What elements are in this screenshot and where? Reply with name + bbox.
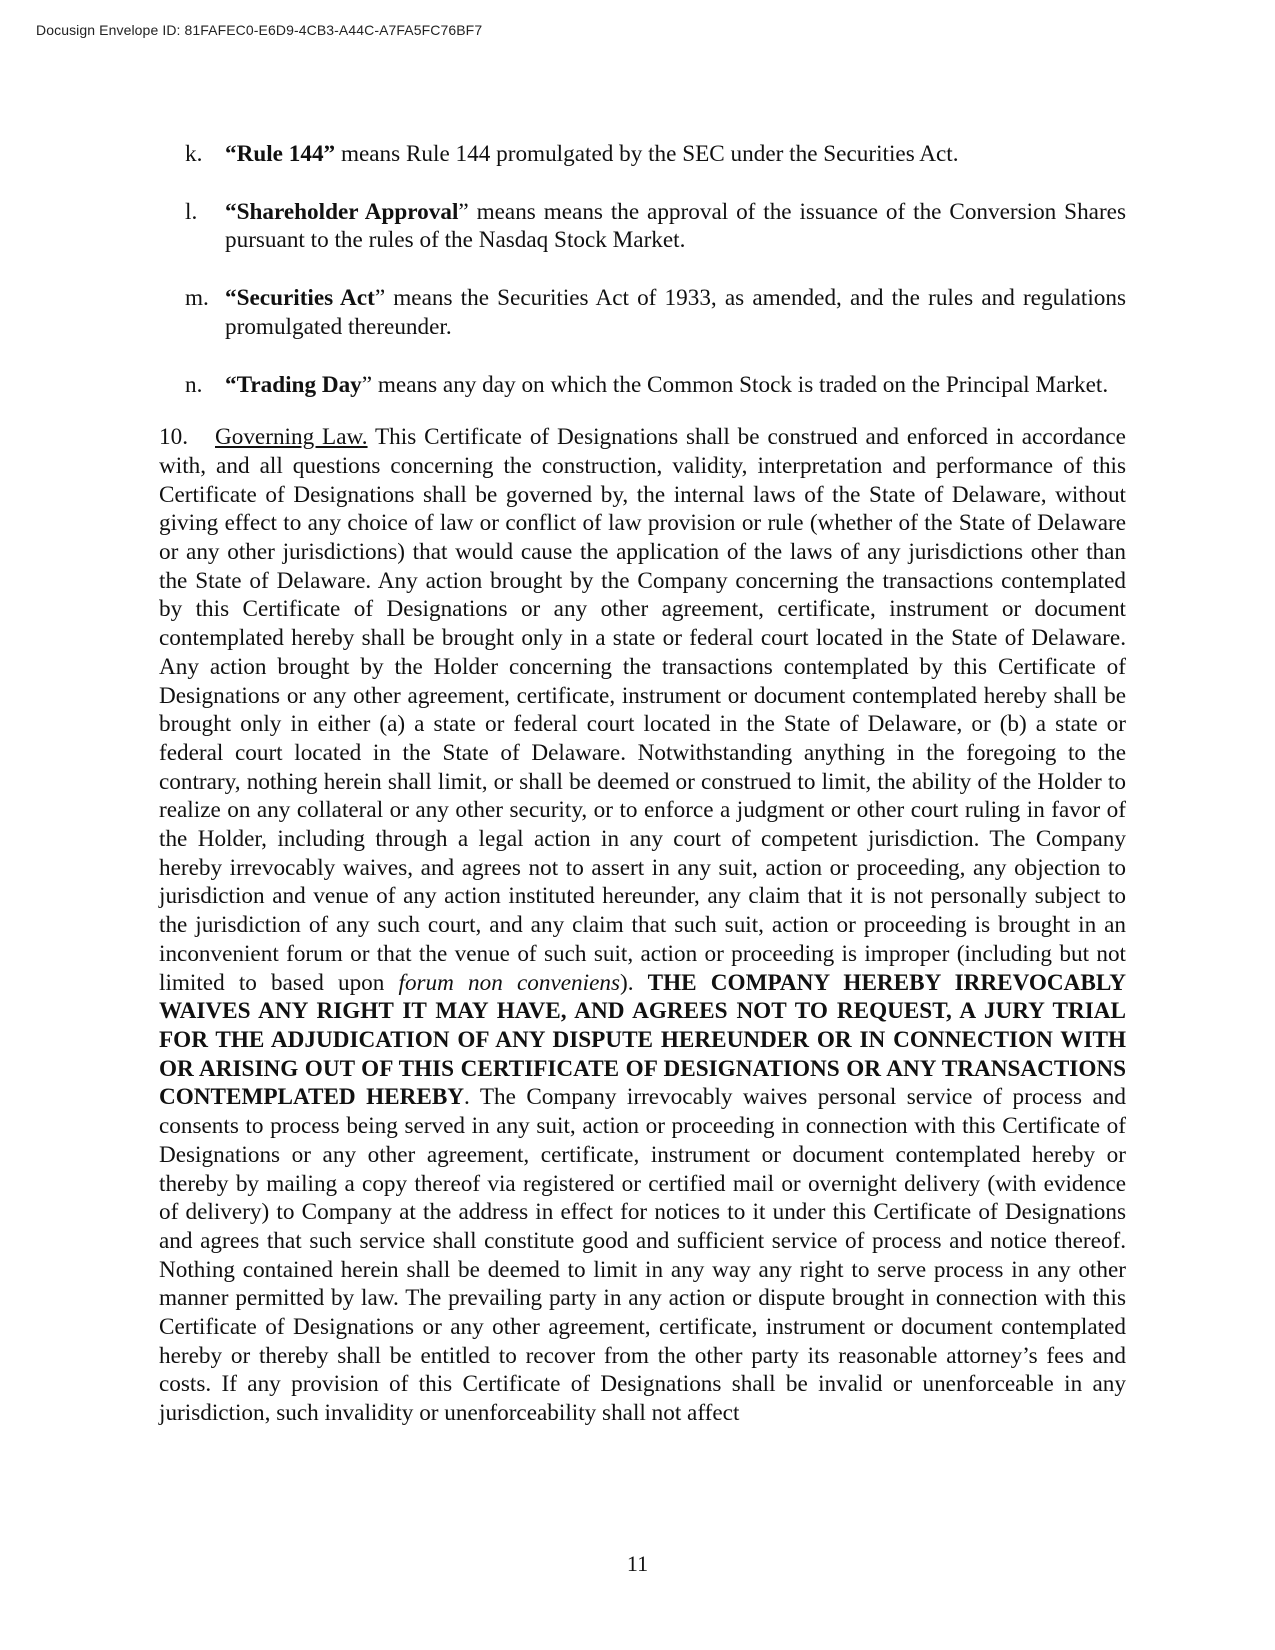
page-number: 11 — [626, 1551, 649, 1576]
definition-shareholder-approval — [159, 198, 1126, 255]
definition-text: ” means means the approval of the issuance of the Conversion Shares pursuant to the rules of the Nasdaq Stock Market. — [225, 198, 1126, 254]
section-text: This Certificate of Designations shall be construed and enforced in accordance with, and all questions concerning the construction, validity, interpretation and performance of this Certificate of Designations shall be governed by, the internal laws of the State of Delaware, without giving effect to any choice of law or conflict of law provision or rule (whether of the State of Delaware or any other jurisdictions) that would cause the application of the laws of any jurisdictions other than the State of Delaware. Any action brought by the Company concerning the transactions contemplated by this Certificate of Designations or any other agreement, certificate, instrument or document contemplated hereby shall be brought only in a state or federal court located in the State of Delaware. Any action brought by the Holder concerning the transactions contemplated by this Certificate of Designations or any other agreement, certificate, instrument or document contemplated hereby shall be brought only in either (a) a state or federal court located in the State of Delaware, or (b) a state or federal court located in the State of Delaware. Notwithstanding anything in the foregoing to the contrary, nothing herein shall limit, or shall be deemed or construed to limit, the ability of the Holder to realize on any collateral or any other security, or to enforce a judgment or other court ruling in favor of the Holder, including through a legal action in any court of competent jurisdiction. The Company hereby irrevocably waives, and agrees not to assert in any suit, action or proceeding, any objection to jurisdiction and venue of any action instituted hereunder, any claim that it is not personally subject to the jurisdiction of any such court, and any claim that such suit, action or proceeding is brought in an inconvenient forum or that the venue of such suit, action or proceeding is improper (including but not limited to based upon — [159, 424, 1126, 996]
section-number: 10. — [159, 424, 188, 451]
definition-trading-day — [159, 371, 1126, 400]
definition-securities-act — [159, 284, 1126, 341]
definition-rule-144 — [159, 140, 1126, 169]
docusign-envelope-id: Docusign Envelope ID: 81FAFEC0-E6D9-4CB3-A44C-A7FA5FC76BF7 — [36, 22, 483, 38]
section-title: Governing Law. — [215, 424, 368, 451]
section-governing-law — [159, 423, 1126, 1428]
document-body — [159, 140, 1126, 1428]
definition-letter: k. — [185, 141, 203, 167]
definition-text: ” means the Securities Act of 1933, as amended, and the rules and regulations promulgated thereunder. — [225, 285, 1126, 340]
section-italic-term: forum non conveniens — [398, 969, 620, 996]
section-text: ). — [620, 969, 648, 996]
definition-letter: n. — [185, 371, 203, 398]
definition-letter: l. — [185, 198, 198, 225]
section-text: . The Company irrevocably waives personal service of process and consents to process being served in any suit, action or proceeding in connection with this Certificate of Designations or any other agreement, certificate, instrument or document contemplated hereby or thereby by mailing a copy thereof via registered or certified mail or overnight delivery (with evidence of delivery) to Company at the address in effect for notices to it under this Certificate of Designations and agrees that such service shall constitute good and sufficient service of process and notice thereof. Nothing contained herein shall be deemed to limit in any way any right to serve process in any other manner permitted by law. The prevailing party in any action or dispute brought in connection with this Certificate of Designations or any other agreement, certificate, instrument or document contemplated hereby or thereby shall be entitled to recover from the other party its reasonable attorney’s fees and costs. If any provision of this Certificate of Designations shall be invalid or unenforceable in any jurisdiction, such invalidity or unenforceability shall not affect — [159, 1084, 1126, 1427]
definition-text: ” means any day on which the Common Stock is traded on the Principal Market. — [361, 371, 1109, 398]
definition-letter: m. — [185, 285, 209, 312]
definition-term: “Securities Act — [225, 285, 375, 312]
jury-waiver-clause: THE COMPANY HEREBY IRREVOCABLY WAIVES ANY RIGHT IT MAY HAVE, AND AGREES NOT TO REQUEST, A JURY TRIAL FOR THE ADJUDICATION OF ANY DISPUTE HEREUNDER OR IN CONNECTION WITH OR ARISING OUT OF THIS CERTIFICATE OF DESIGNATIONS OR ANY TRANSACTIONS CONTEMPLATED HEREBY — [159, 969, 1126, 1111]
definition-term: “Shareholder Approval — [225, 198, 459, 225]
definition-text: means Rule 144 promulgated by the SEC under the Securities Act. — [335, 141, 959, 167]
definition-term: “Trading Day — [225, 371, 362, 398]
definition-term: “Rule 144” — [225, 141, 336, 167]
